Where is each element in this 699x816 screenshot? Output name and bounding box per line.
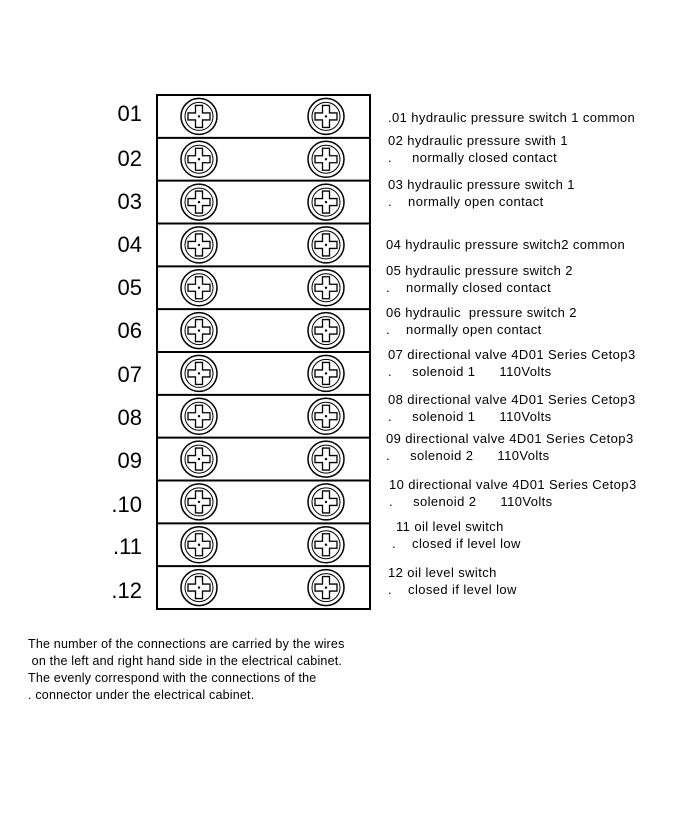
terminal-description-line2: . closed if level low (392, 536, 521, 551)
phillips-screw-head-icon (181, 184, 217, 220)
terminal-number: 01 (117, 101, 142, 127)
screw-center-dot (325, 158, 327, 160)
terminal-description-line2: . solenoid 2 110Volts (389, 494, 553, 509)
phillips-screw-head-icon (308, 98, 344, 134)
terminal-description-line1: 11 oil level switch (392, 519, 504, 534)
terminal-description-line2: . normally open contact (386, 322, 542, 337)
terminal-number: 09 (117, 448, 142, 474)
screw-center-dot (325, 458, 327, 460)
footnote-line: . connector under the electrical cabinet. (28, 688, 255, 702)
phillips-screw-head-icon (181, 270, 217, 306)
phillips-screw-head-icon (308, 355, 344, 391)
screw-center-dot (325, 372, 327, 374)
screw-center-dot (198, 244, 200, 246)
terminal-description-line1: .01 hydraulic pressure switch 1 common (388, 110, 636, 125)
screw-center-dot (325, 415, 327, 417)
screw-center-dot (198, 158, 200, 160)
phillips-screw-head-icon (181, 398, 217, 434)
terminal-number: .11 (113, 533, 142, 559)
terminal-description-line2: . solenoid 2 110Volts (386, 448, 550, 463)
phillips-screw-head-icon (308, 484, 344, 520)
phillips-screw-head-icon (181, 441, 217, 477)
screw-center-dot (198, 329, 200, 331)
screw-center-dot (198, 501, 200, 503)
terminal-number: 02 (117, 146, 142, 172)
terminal-description-line1: 10 directional valve 4D01 Series Cetop3 (389, 477, 637, 492)
terminal-number: .10 (111, 491, 142, 517)
terminal-description-line2: . normally closed contact (388, 150, 558, 165)
terminal-description-line1: 07 directional valve 4D01 Series Cetop3 (388, 347, 636, 362)
footnote-line: on the left and right hand side in the electrical cabinet. (28, 654, 343, 668)
phillips-screw-head-icon (181, 313, 217, 349)
terminal-description-line1: 08 directional valve 4D01 Series Cetop3 (388, 392, 636, 407)
screw-center-dot (198, 544, 200, 546)
phillips-screw-head-icon (181, 484, 217, 520)
terminal-description-line2: . normally closed contact (386, 280, 552, 295)
phillips-screw-head-icon (181, 355, 217, 391)
terminal-description-line1: 03 hydraulic pressure switch 1 (388, 177, 575, 192)
terminal-number: 04 (117, 231, 142, 257)
screw-center-dot (325, 201, 327, 203)
terminal-description-line2: . solenoid 1 110Volts (388, 409, 552, 424)
terminal-number: 07 (117, 362, 142, 388)
screw-center-dot (198, 115, 200, 117)
phillips-screw-head-icon (308, 441, 344, 477)
terminal-description-line1: 09 directional valve 4D01 Series Cetop3 (386, 431, 634, 446)
screw-center-dot (198, 201, 200, 203)
phillips-screw-head-icon (308, 227, 344, 263)
footnote-line: The number of the connections are carried by the wires (28, 637, 345, 651)
footnote-line: The evenly correspond with the connections of the (28, 671, 317, 685)
phillips-screw-head-icon (181, 570, 217, 606)
screw-center-dot (325, 115, 327, 117)
screw-center-dot (198, 372, 200, 374)
terminal-number: 03 (117, 189, 142, 215)
screw-center-dot (198, 415, 200, 417)
screw-center-dot (325, 287, 327, 289)
phillips-screw-head-icon (308, 398, 344, 434)
phillips-screw-head-icon (181, 527, 217, 563)
screw-center-dot (198, 458, 200, 460)
terminal-block (157, 95, 370, 609)
phillips-screw-head-icon (181, 141, 217, 177)
terminal-description-line1: 12 oil level switch (388, 565, 497, 580)
terminal-description-line2: . solenoid 1 110Volts (388, 364, 552, 379)
phillips-screw-head-icon (308, 141, 344, 177)
screw-center-dot (198, 287, 200, 289)
terminal-description-line2: . normally open contact (388, 194, 544, 209)
phillips-screw-head-icon (308, 270, 344, 306)
phillips-screw-head-icon (181, 227, 217, 263)
screw-center-dot (325, 329, 327, 331)
terminal-description-line1: 05 hydraulic pressure switch 2 (386, 263, 573, 278)
phillips-screw-head-icon (308, 570, 344, 606)
terminal-number: 08 (117, 405, 142, 431)
terminal-number: 05 (117, 274, 142, 300)
screw-center-dot (325, 586, 327, 588)
phillips-screw-head-icon (181, 98, 217, 134)
screw-center-dot (325, 544, 327, 546)
terminal-description-line1: 02 hydraulic pressure swith 1 (388, 133, 568, 148)
terminal-number: 06 (117, 317, 142, 343)
terminal-description-line2: . closed if level low (388, 582, 517, 597)
screw-center-dot (325, 244, 327, 246)
terminal-number: .12 (111, 577, 142, 603)
screw-center-dot (325, 501, 327, 503)
terminal-description-line1: 06 hydraulic pressure switch 2 (386, 305, 577, 320)
terminal-description-line1: 04 hydraulic pressure switch2 common (386, 237, 626, 252)
phillips-screw-head-icon (308, 527, 344, 563)
screw-center-dot (198, 586, 200, 588)
phillips-screw-head-icon (308, 184, 344, 220)
phillips-screw-head-icon (308, 313, 344, 349)
